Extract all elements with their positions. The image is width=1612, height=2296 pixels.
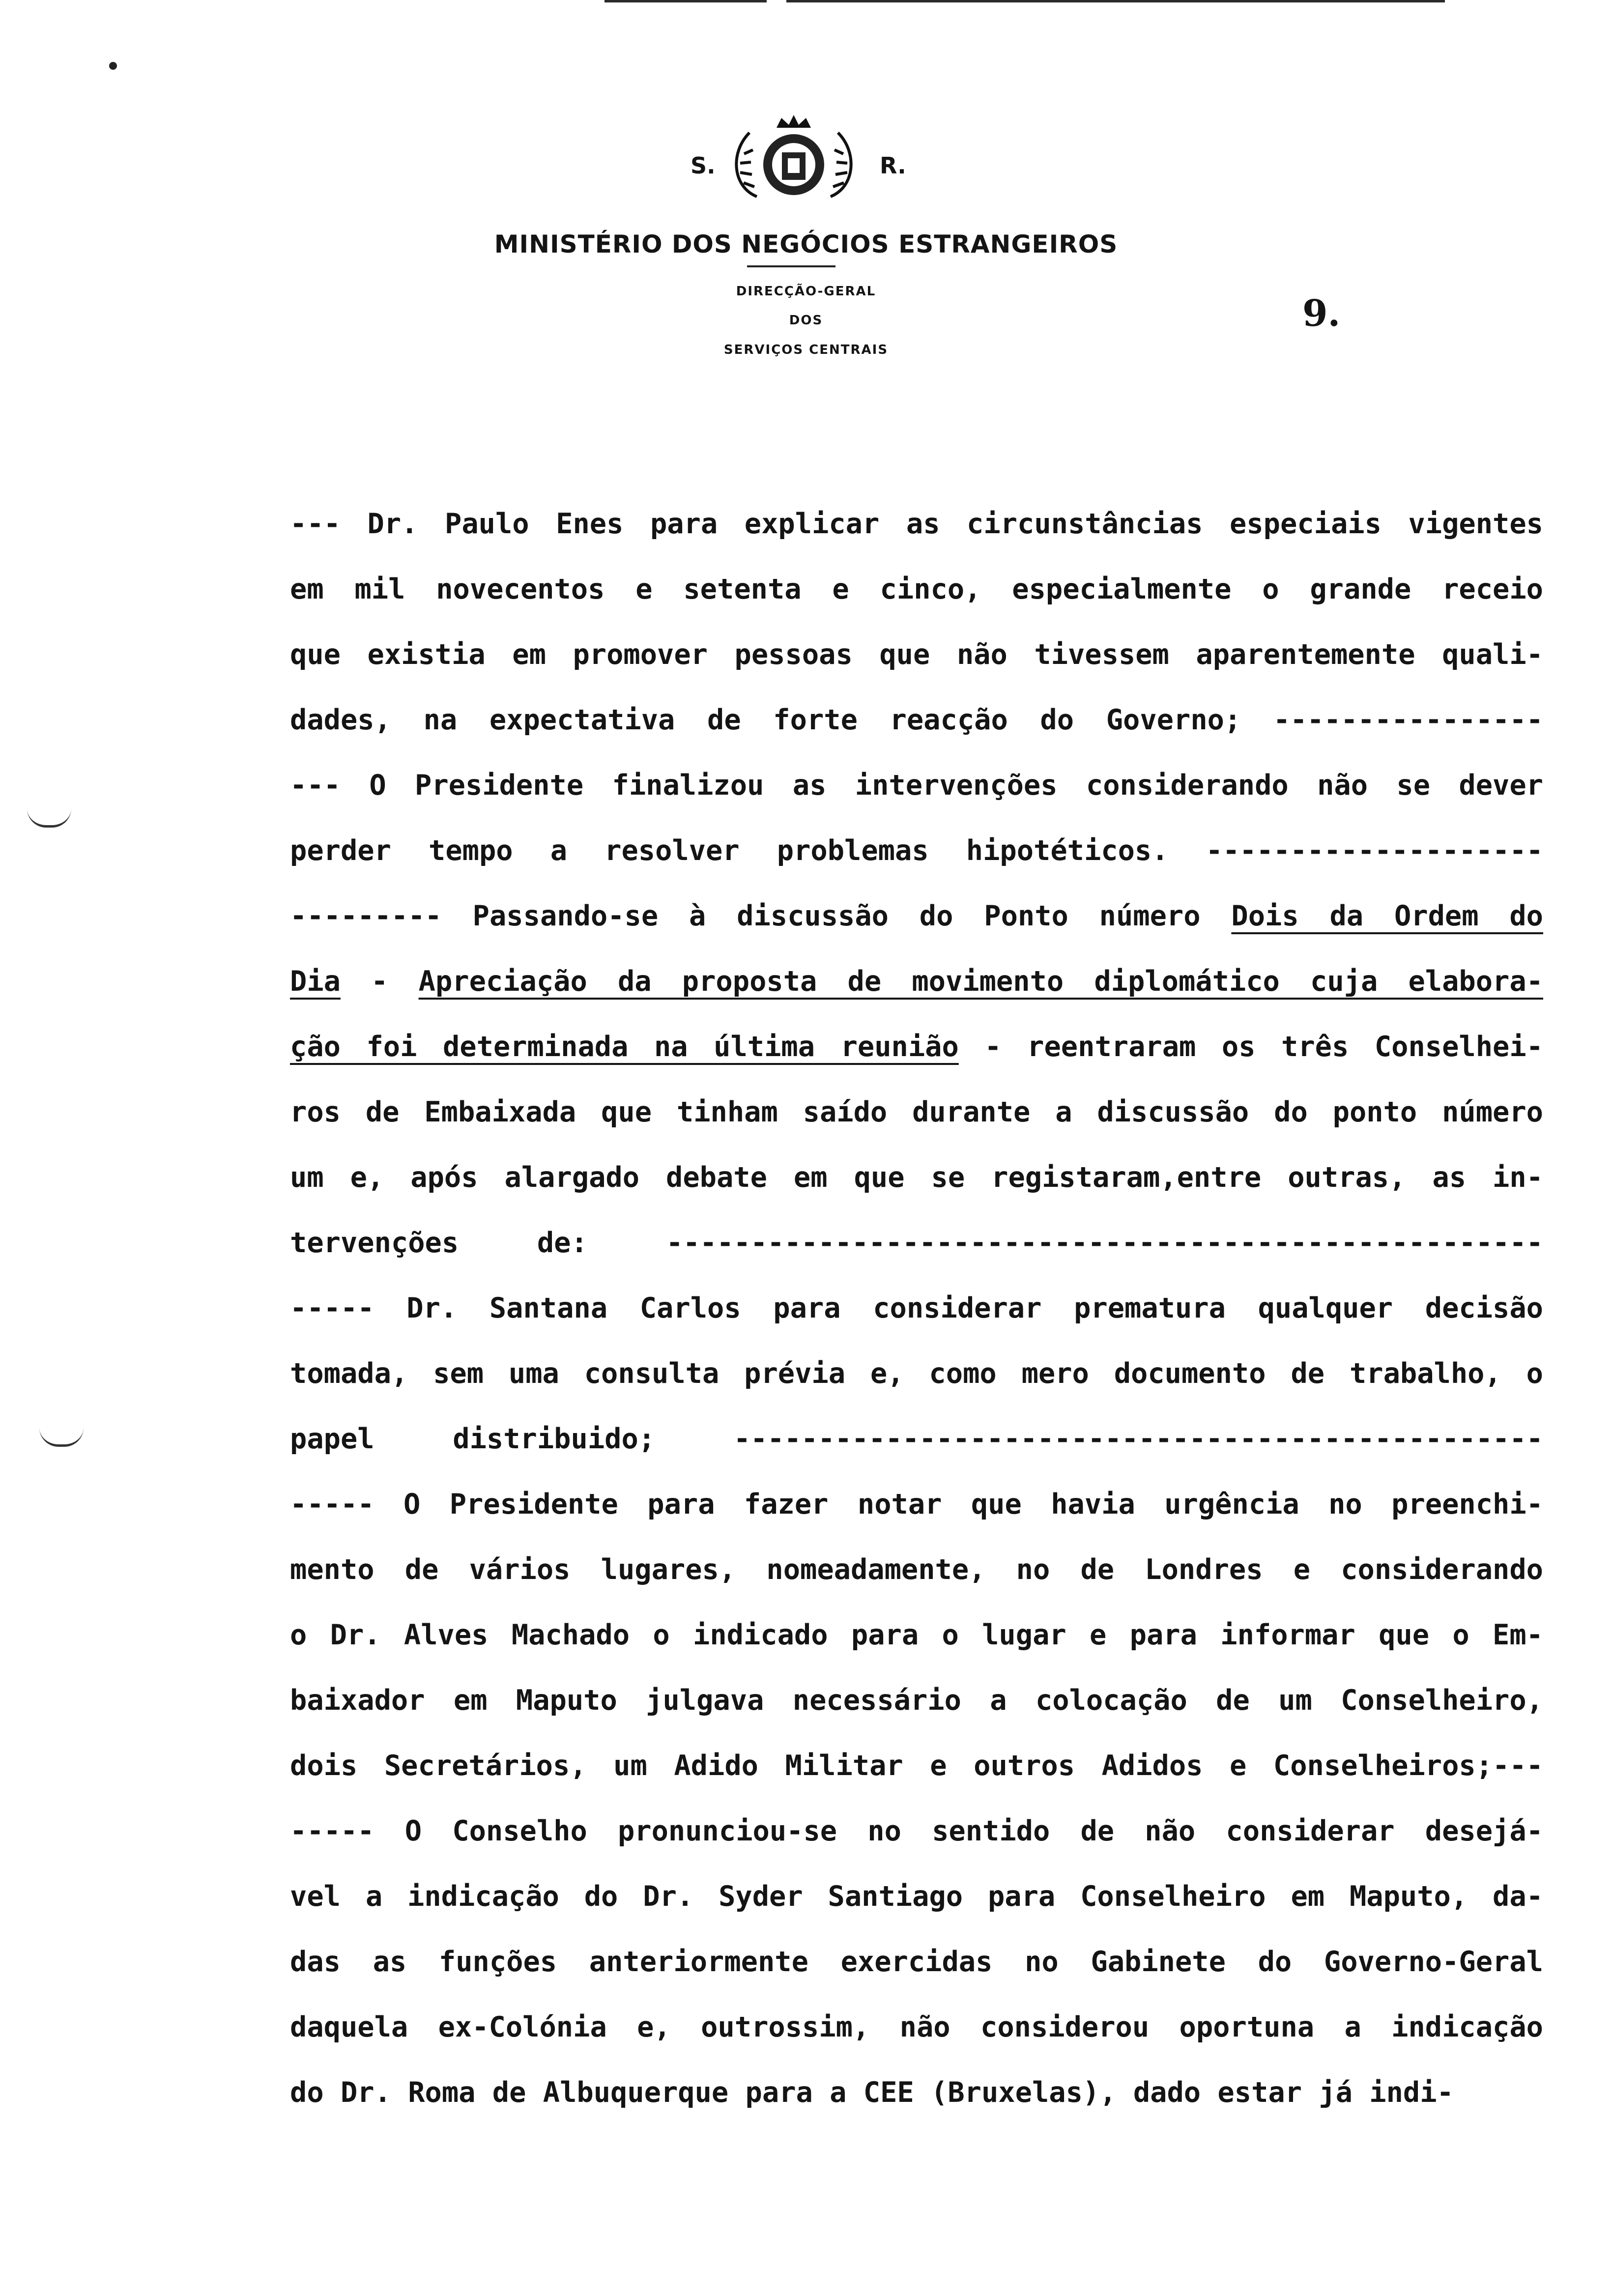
text-line: do Dr. Roma de Albuquerque para a CEE (Bruxelas), dado estar já indi- [290,2076,1454,2109]
text-line [290,1014,1543,1080]
header-divider [747,265,835,267]
letterhead-initial-right: R. [880,152,906,179]
text-line: vel a indicação do Dr. Syder Santiago para Conselheiro em Maputo, da- [290,1880,1543,1913]
text-line: ----- Dr. Santana Carlos para considerar prematura qualquer decisão [290,1292,1543,1324]
text-line: ----- O Presidente para fazer notar que havia urgência no preenchi- [290,1488,1543,1521]
page-number: 9. [1302,292,1341,335]
text-segment: - [340,965,419,998]
department-line-1: DIRECÇÃO-GERAL [736,284,876,299]
text-line: --- O Presidente finalizou as intervenções considerando não se dever [290,769,1543,802]
ministry-name: MINISTÉRIO DOS NEGÓCIOS ESTRANGEIROS [494,230,1118,258]
text-segment: --------- Passando-se à discussão do Ponto número [290,900,1232,932]
department-line-3: SERVIÇOS CENTRAIS [723,343,889,357]
text-line: em mil novecentos e setenta e cinco, especialmente o grande receio [290,573,1543,605]
top-edge-rule [786,0,1445,2]
underlined-text: Dois da Ordem do [1231,900,1543,932]
margin-mark [27,808,71,828]
text-line: tomada, sem uma consulta prévia e, como mero documento de trabalho, o [290,1357,1543,1390]
underlined-text: ção foi determinada na última reunião [290,1031,959,1063]
text-line: papel distribuido; ------------------------------------------------ [290,1423,1543,1455]
text-line: mento de vários lugares, nomeadamente, no de Londres e considerando [290,1553,1543,1586]
text-line [290,949,1543,1014]
text-line: --- Dr. Paulo Enes para explicar as circunstâncias especiais vigentes [290,508,1543,540]
text-line: um e, após alargado debate em que se registaram,entre outras, as in- [290,1161,1543,1194]
minutes-body-text [290,491,1543,2125]
underlined-text: Apreciação da proposta de movimento diplomático cuja elabora- [418,965,1543,998]
text-line: perder tempo a resolver problemas hipotéticos. -------------------- [290,834,1543,867]
text-line: tervenções de: ---------------------------------------------------- [290,1227,1543,1259]
text-line: dois Secretários, um Adido Militar e outros Adidos e Conselheiros;--- [290,1750,1543,1782]
text-line: dades, na expectativa de forte reacção do Governo; ---------------- [290,704,1543,736]
text-line: ----- O Conselho pronunciou-se no sentido de não considerar desejá- [290,1815,1543,1847]
text-line: baixador em Maputo julgava necessário a colocação de um Conselheiro, [290,1684,1543,1717]
margin-mark [39,1428,84,1447]
text-line: ros de Embaixada que tinham saído durante a discussão do ponto número [290,1096,1543,1128]
text-segment: - reentraram os três Conselhei- [958,1031,1543,1063]
underlined-text: Dia [290,965,341,998]
text-line: das as funções anteriormente exercidas no Gabinete do Governo-Geral [290,1946,1543,1978]
coat-of-arms-seal [727,113,860,211]
text-line: o Dr. Alves Machado o indicado para o lugar e para informar que o Em- [290,1619,1543,1651]
letterhead-initial-left: S. [691,152,716,179]
top-edge-rule [604,0,767,2]
text-line: que existia em promover pessoas que não tivessem aparentemente quali- [290,638,1543,671]
text-line [290,884,1543,949]
scan-speck [109,62,117,70]
text-line: daquela ex-Colónia e, outrossim, não considerou oportuna a indicação [290,2011,1543,2043]
department-line-2: DOS [789,313,823,328]
